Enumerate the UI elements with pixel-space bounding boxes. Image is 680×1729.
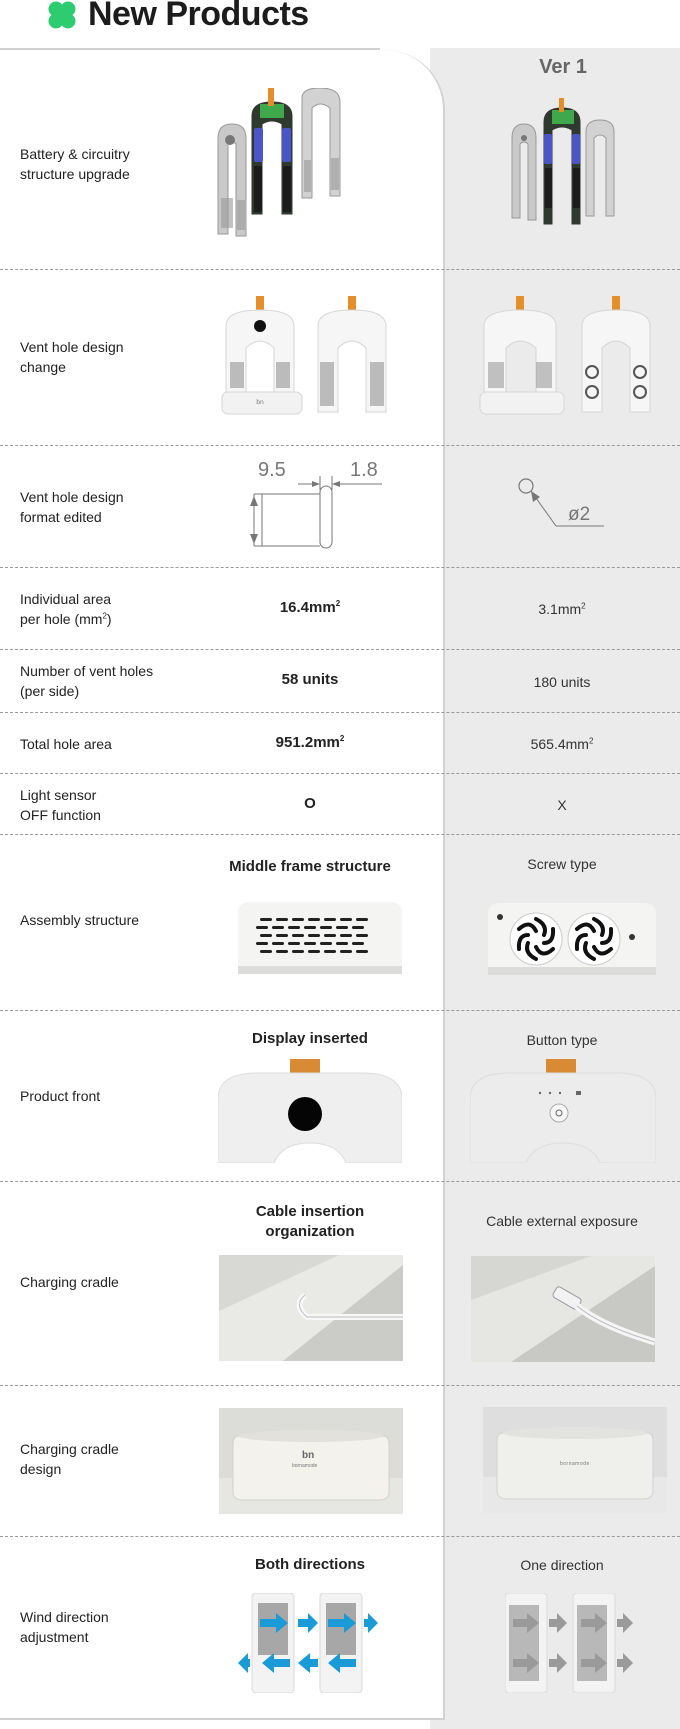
new-front-heading: Display inserted (252, 1030, 368, 1047)
old-assembly-heading: Screw type (527, 856, 597, 872)
dimension-gap-label: 1.8 (350, 459, 378, 481)
row-label-hole-count: Number of vent holes (per side) (20, 663, 154, 699)
svg-text:bn: bn (256, 399, 264, 406)
cradle-design-photo-new (219, 1408, 403, 1514)
row-label-light-sensor: Light sensor OFF function (20, 787, 101, 823)
cradle-design-photo-old (483, 1407, 667, 1513)
row-divider (0, 834, 680, 835)
wind-both-directions-image (236, 1593, 380, 1693)
wind-one-direction-image (505, 1593, 635, 1693)
battery-exploded-image-old (508, 98, 618, 226)
row-label-wind-direction: Wind direction adjustment (20, 1609, 109, 1645)
screw-type-image (488, 903, 656, 975)
row-divider (0, 1536, 680, 1537)
dimension-diameter-label: ø2 (568, 504, 591, 525)
new-hole-count: 58 units (281, 671, 339, 688)
old-light-sensor: X (557, 797, 567, 813)
new-light-sensor: O (304, 795, 316, 812)
cradle-logo-new: bn (302, 1450, 315, 1461)
old-hole-count: 180 units (533, 674, 591, 690)
cable-insertion-photo (219, 1255, 403, 1361)
row-label-product-front: Product front (20, 1088, 101, 1104)
old-area-per-hole: $3.1mm^2$ (538, 601, 586, 617)
row-divider (0, 1181, 680, 1182)
row-divider (0, 712, 680, 713)
old-version-heading: Ver 1 (539, 56, 587, 78)
row-label-battery: Battery & circuitry structure upgrade (20, 146, 130, 182)
old-total-area: $565.4mm^2$ (530, 736, 594, 752)
display-inserted-image (218, 1059, 402, 1163)
clover-logo-icon (47, 1, 77, 29)
row-divider (0, 649, 680, 650)
new-total-area: $951.2mm^2$ (275, 734, 345, 751)
row-label-charging-cradle: Charging cradle (20, 1274, 119, 1290)
new-cradle-heading: Cable insertion organization (255, 1203, 365, 1240)
row-label-area-per-hole: Individual area per hole $(mm^2)$ (20, 591, 112, 627)
middle-frame-image (238, 902, 402, 974)
row-divider (0, 1010, 680, 1011)
cradle-logo-old: bornamode (560, 1461, 590, 1467)
vent-hole-image-new (220, 296, 400, 420)
row-label-assembly: Assembly structure (20, 912, 140, 928)
row-label-vent-change: Vent hole design change (20, 339, 124, 375)
row-label-total-area: Total hole area (20, 736, 112, 752)
row-label-vent-format: Vent hole design format edited (20, 489, 124, 525)
cable-external-photo (471, 1256, 655, 1362)
new-wind-heading: Both directions (254, 1556, 365, 1573)
row-divider (0, 567, 680, 568)
old-front-heading: Button type (526, 1032, 598, 1048)
row-divider (0, 269, 680, 270)
new-area-per-hole: $16.4mm^2$ (279, 599, 341, 616)
dimension-width-label: 9.5 (258, 459, 286, 481)
row-label-cradle-design: Charging cradle design (20, 1441, 119, 1477)
vent-dimension-diagram-old (516, 474, 616, 534)
row-divider (0, 445, 680, 446)
old-wind-heading: One direction (520, 1557, 604, 1573)
battery-exploded-image-new (210, 88, 400, 240)
button-type-image (470, 1059, 656, 1163)
page-title: New Products (88, 0, 309, 33)
new-assembly-heading: Middle frame structure (229, 858, 391, 875)
cradle-logo-sub-new: bornamode (292, 1463, 318, 1469)
vent-hole-image-old (478, 296, 658, 420)
header (0, 0, 680, 48)
row-divider (0, 773, 680, 774)
old-cradle-heading: Cable external exposure (486, 1213, 638, 1229)
row-divider (0, 1385, 680, 1386)
